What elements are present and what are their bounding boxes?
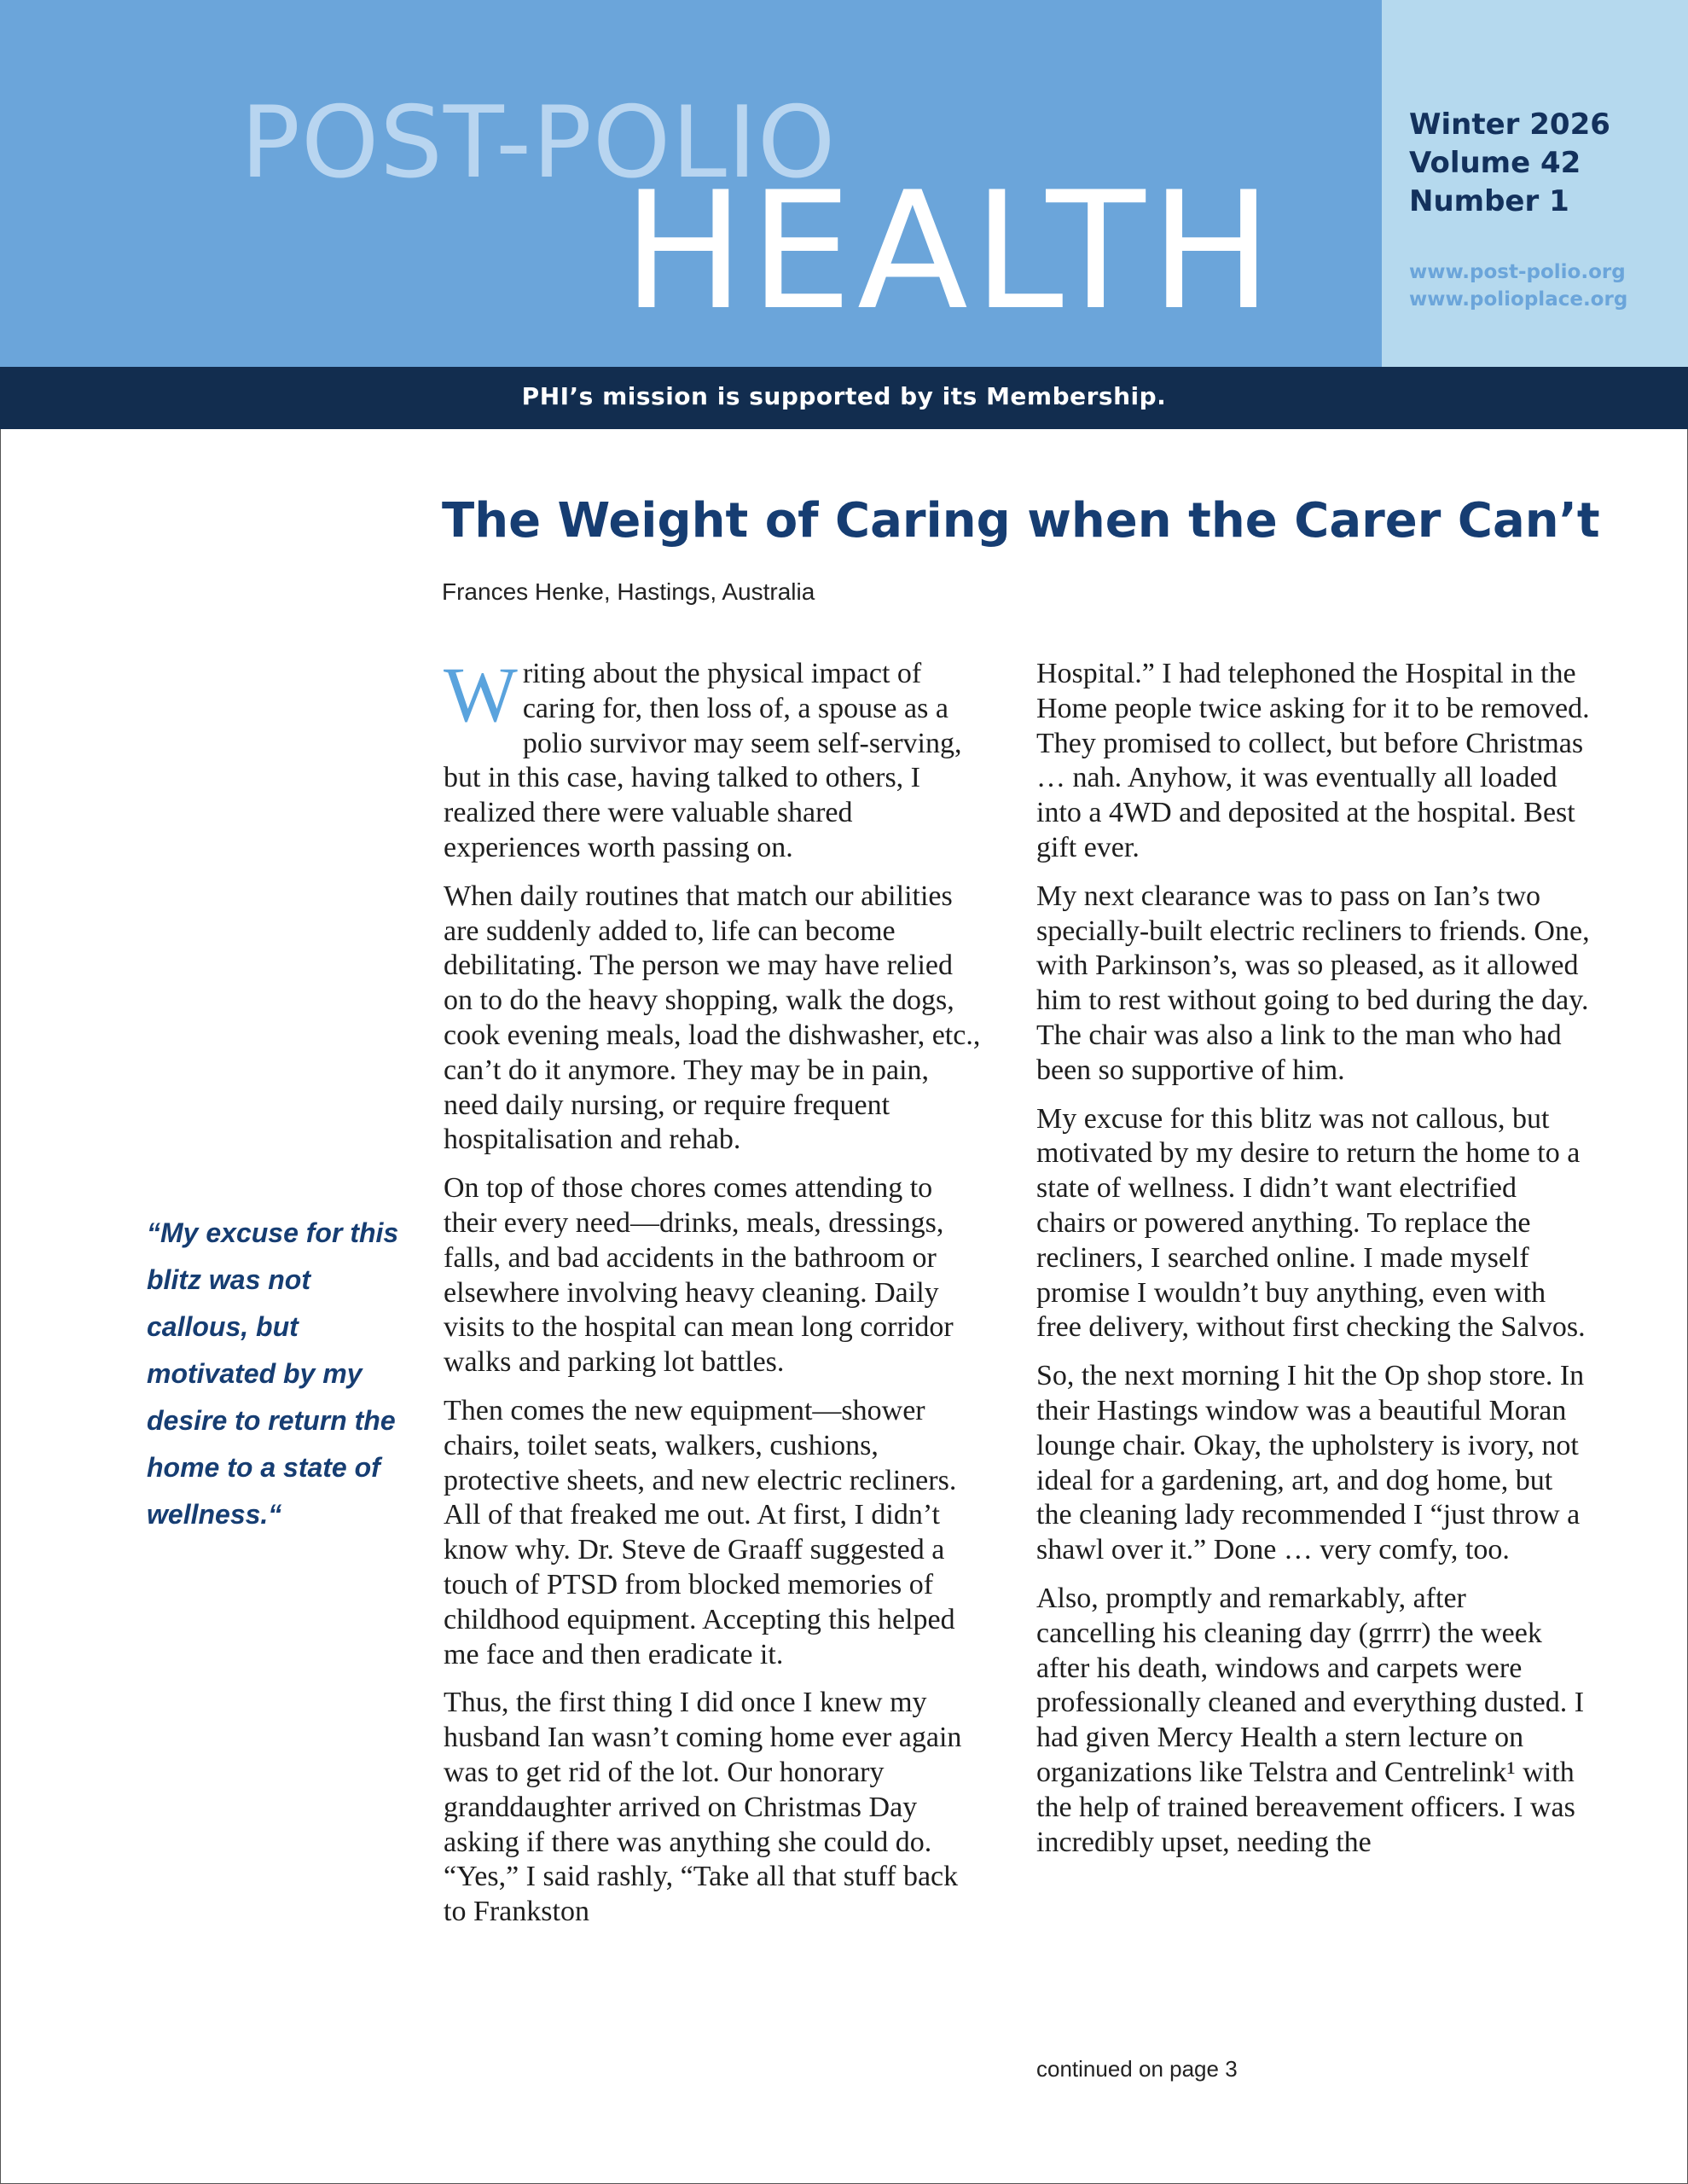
paragraph: Also, promptly and remarkably, after cancelling his cleaning day (grrrr) the week after his death, windows and carpets were professionally cleaned and everything dusted. I had given Mercy Health a stern lecture on organizations like Telstra and Centrelink¹ with the help of trained bereavement officers. I was incredibly upset, needing the: [1036, 1582, 1585, 1858]
newsletter-title-bottom: HEALTH: [623, 157, 1278, 346]
paragraph: On top of those chores comes attending to their every need—drinks, meals, dressings, falls, and bad accidents in the bathroom or elsewhere involving heavy cleaning. Daily visits to the hospital can mean long corridor walks and parking lot battles.: [444, 1172, 954, 1379]
paragraph-text: riting about the physical impact of caring for, then loss of, a spouse as a polio survivor may seem self-serving, but in this case, having talked to others, I realized there were valuable shared experiences worth passing on.: [444, 658, 962, 863]
link-polioplace[interactable]: www.polioplace.org: [1409, 288, 1628, 311]
issue-season: Winter 2026: [1409, 107, 1610, 142]
paragraph: Then comes the new equipment—shower chairs, toilet seats, walkers, cushions, protective sheets, and new electric recliners. All of that freaked me out. At first, I didn’t know why. Dr. Steve de Graaff suggested a touch of PTSD from blocked memories of childhood equipment. Accepting this helped me face and then eradicate it.: [444, 1394, 957, 1670]
continued-note: continued on page 3: [1036, 2056, 1238, 2082]
paragraph: My next clearance was to pass on Ian’s two specially-built electric recliners to friends. One, with Parkinson’s, was so pleased, as it allowed him to rest without going to bed during the day. The chair was also a link to the man who had been so supportive of him.: [1036, 880, 1590, 1086]
drop-cap: W: [444, 651, 518, 738]
article-byline: Frances Henke, Hastings, Australia: [442, 578, 815, 605]
article-title: The Weight of Caring when the Carer Can’t: [442, 493, 1600, 549]
issue-volume: Volume 42: [1409, 146, 1581, 180]
paragraph: [444, 651, 981, 866]
paragraph: Hospital.” I had telephoned the Hospital in the Home people twice asking for it to be removed. They promised to collect, but before Christmas … nah. Anyhow, it was eventually all loaded into a 4WD and deposited at the hospital. Best gift ever.: [1036, 658, 1590, 863]
paragraph: When daily routines that match our abilities are suddenly added to, life can become debilitating. The person we may have relied on to do the heavy shopping, walk the dogs, cook evening meals, load the dishwasher, etc., can’t do it anymore. They may be in pain, need daily nursing, or require frequent hospitalisation and rehab.: [444, 880, 981, 1156]
masthead: [0, 0, 1382, 367]
newsletter-title-top: POST-POLIO: [241, 85, 837, 200]
mission-bar: [0, 367, 1688, 429]
paragraph: So, the next morning I hit the Op shop store. In their Hastings window was a beautiful Moran lounge chair. Okay, the upholstery is ivory, not ideal for a gardening, art, and dog home, but the cleaning lady recommended I “just throw a shawl over it.” Done … very comfy, too.: [1036, 1360, 1585, 1566]
mission-statement: PHI’s mission is supported by its Membership.: [521, 382, 1167, 410]
pull-quote: “My excuse for this blitz was not callous, but motivated by my desire to return the home to a state of wellness.“: [147, 1217, 399, 1530]
paragraph: Thus, the first thing I did once I knew my husband Ian wasn’t coming home ever again was to get rid of the lot. Our honorary granddaughter arrived on Christmas Day asking if there was anything she could do. “Yes,” I said rashly, “Take all that stuff back to Frankston: [444, 1687, 962, 1928]
article-column-left: [444, 651, 981, 1943]
issue-panel: [1382, 0, 1688, 367]
paragraph: My excuse for this blitz was not callous, but motivated by my desire to return the home to a state of wellness. I didn’t want electrified chairs or powered anything. To replace the recliners, I searched online. I made myself promise I wouldn’t buy anything, even with free delivery, without first checking the Salvos.: [1036, 1102, 1586, 1344]
issue-number: Number 1: [1409, 184, 1569, 218]
article-column-right: [1036, 657, 1591, 1873]
link-post-polio[interactable]: www.post-polio.org: [1409, 261, 1626, 283]
